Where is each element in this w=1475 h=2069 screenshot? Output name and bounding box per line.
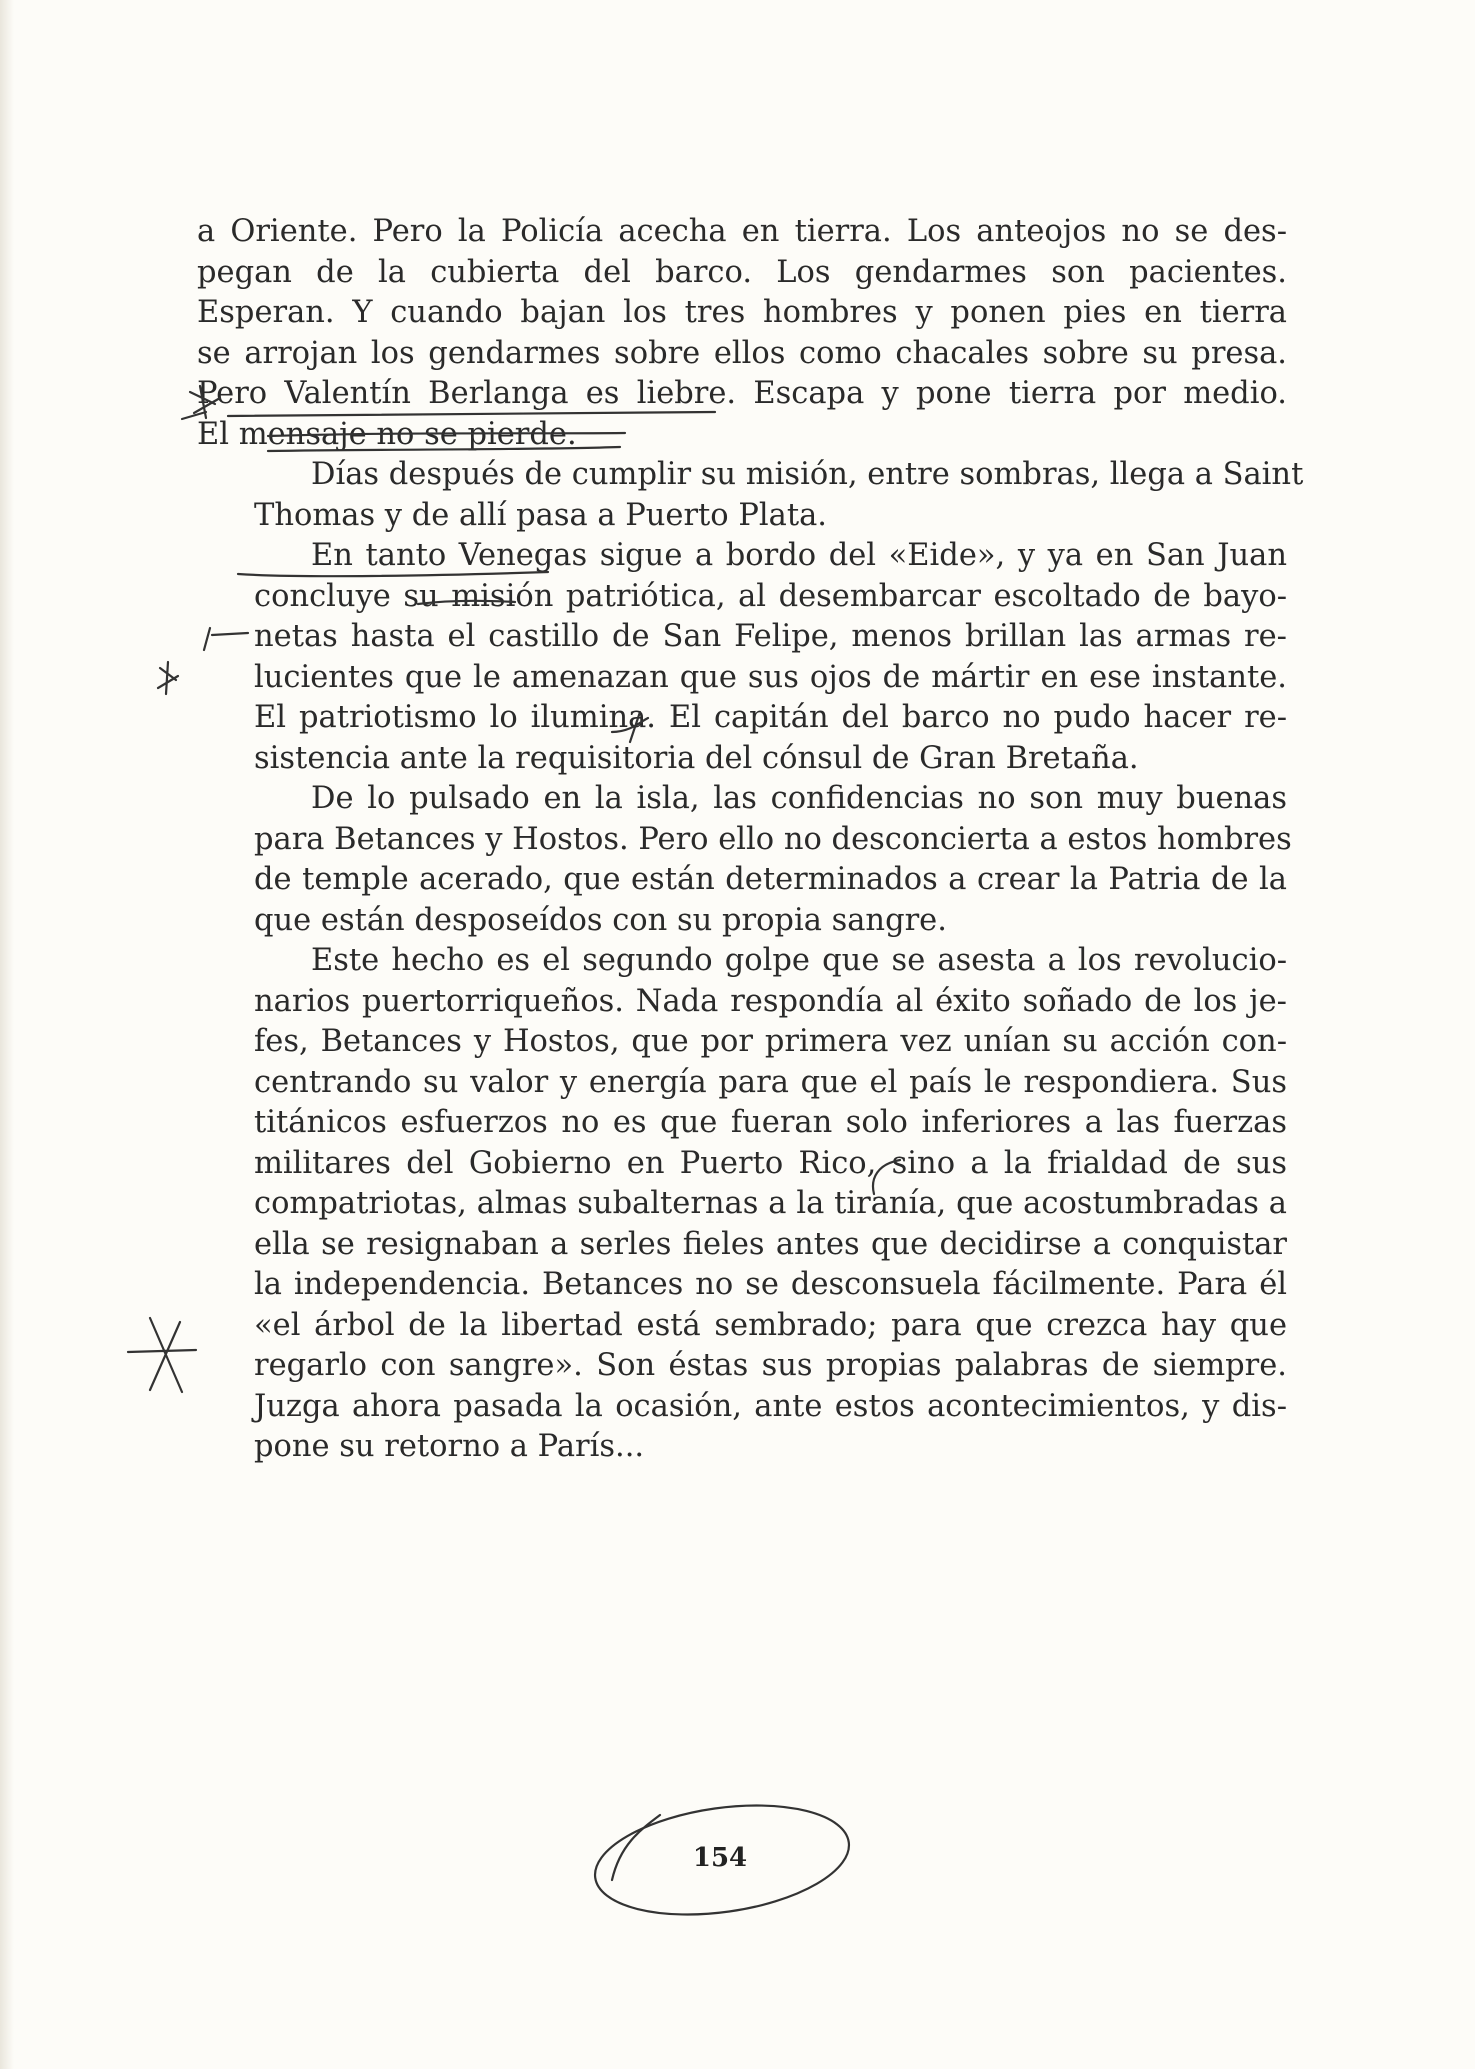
text-line: pegan de la cubierta del barco. Los gendarmes son pacientes. bbox=[197, 254, 1287, 290]
text-line: titánicos esfuerzos no es que fueran solo inferiores a las fuerzas bbox=[254, 1105, 1287, 1140]
text-line: para Betances y Hostos. Pero ello no desconcierta a estos hombres bbox=[254, 821, 1292, 857]
text-line: Días después de cumplir su misión, entre sombras, llega a Saint bbox=[311, 457, 1304, 492]
paragraph bbox=[197, 779, 1292, 941]
text-line: compatriotas, almas subalternas a la tiranía, que acostumbradas a bbox=[254, 1186, 1287, 1221]
text-line: concluye su misión patriótica, al desembarcar escoltado de bayo- bbox=[254, 578, 1287, 614]
text-line: De lo pulsado en la isla, las confidencias no son muy buenas bbox=[311, 781, 1287, 816]
text-line: Juzga ahora pasada la ocasión, ante estos acontecimientos, y dis- bbox=[254, 1388, 1287, 1424]
paragraph bbox=[197, 941, 1287, 1468]
text-line: «el árbol de la libertad está sembrado; para que crezca hay que bbox=[254, 1307, 1287, 1343]
text-line: se arrojan los gendarmes sobre ellos como chacales sobre su presa. bbox=[197, 335, 1287, 371]
text-line: netas hasta el castillo de San Felipe, menos brillan las armas re- bbox=[254, 619, 1287, 654]
body-text bbox=[197, 212, 1304, 1468]
text-line: que están desposeídos con su propia sangre. bbox=[254, 902, 947, 938]
text-line: ella se resignaban a serles fieles antes que decidirse a conquistar bbox=[254, 1226, 1287, 1262]
text-line: a Oriente. Pero la Policía acecha en tierra. Los anteojos no se des- bbox=[197, 214, 1287, 249]
text-line: regarlo con sangre». Son éstas sus propias palabras de siempre. bbox=[254, 1348, 1287, 1383]
paragraph bbox=[197, 455, 1304, 536]
text-line: lucientes que le amenazan que sus ojos de mártir en ese instante. bbox=[254, 659, 1287, 695]
text-line: Pero Valentín Berlanga es liebre. Escapa y pone tierra por medio. bbox=[197, 376, 1287, 411]
text-line: sistencia ante la requisitoria del cónsul de Gran Bretaña. bbox=[254, 740, 1139, 776]
text-line: centrando su valor y energía para que el país le respondiera. Sus bbox=[254, 1064, 1287, 1100]
text-line: Thomas y de allí pasa a Puerto Plata. bbox=[254, 497, 827, 533]
text-line: El patriotismo lo ilumina. El capitán del barco no pudo hacer re- bbox=[254, 700, 1287, 735]
paragraph bbox=[197, 536, 1287, 779]
text-line: fes, Betances y Hostos, que por primera vez unían su acción con- bbox=[254, 1024, 1287, 1059]
page-number: 154 bbox=[692, 1843, 748, 1873]
text-line: Este hecho es el segundo golpe que se asesta a los revolucio- bbox=[311, 943, 1287, 978]
text-line: En tanto Venegas sigue a bordo del «Eide», y ya en San Juan bbox=[311, 538, 1287, 573]
text-line: narios puertorriqueños. Nada respondía al éxito soñado de los je- bbox=[254, 983, 1287, 1019]
text-line: de temple acerado, que están determinados a crear la Patria de la bbox=[254, 862, 1287, 897]
margin-mark-icon bbox=[158, 662, 178, 694]
text-line: pone su retorno a París... bbox=[254, 1429, 645, 1464]
margin-x-icon bbox=[128, 1318, 196, 1392]
text-line: Esperan. Y cuando bajan los tres hombres y ponen pies en tierra bbox=[197, 295, 1287, 330]
text-line: militares del Gobierno en Puerto Rico, sino a la frialdad de sus bbox=[254, 1145, 1287, 1181]
page-edge-shadow bbox=[0, 0, 14, 2069]
paragraph bbox=[197, 212, 1287, 455]
text-line: El mensaje no se pierde. bbox=[197, 416, 577, 452]
text-line: la independencia. Betances no se desconsuela fácilmente. Para él bbox=[254, 1267, 1287, 1302]
